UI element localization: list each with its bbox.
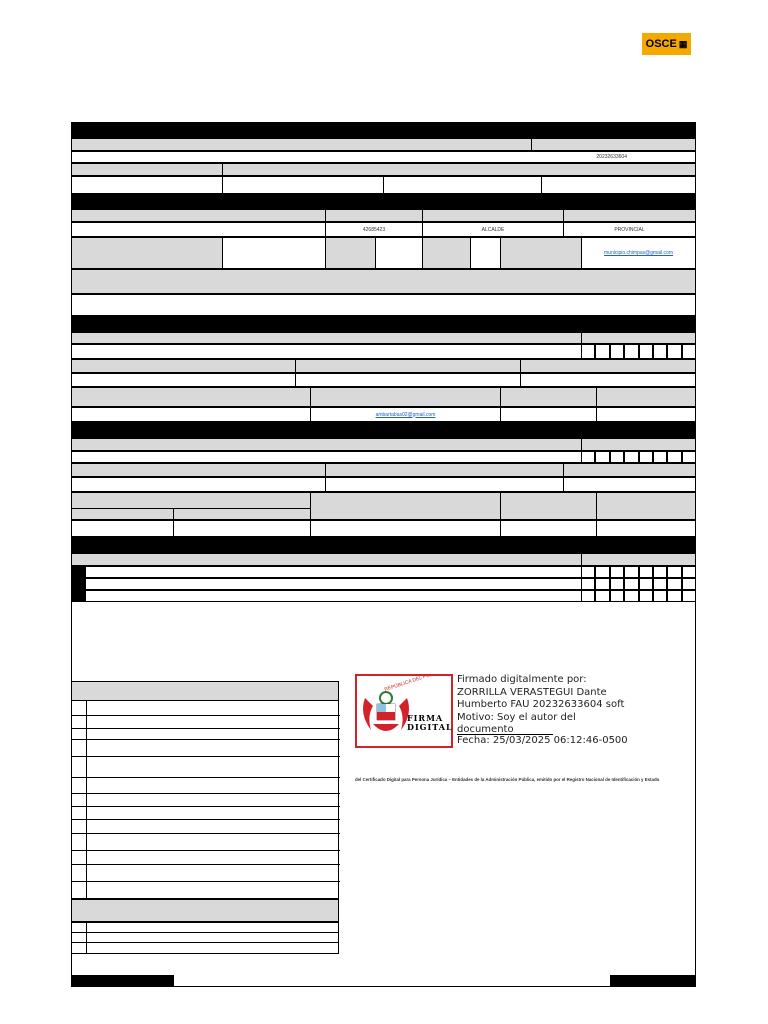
section-second-user-header bbox=[71, 422, 696, 438]
user-extra-cell-1 bbox=[500, 407, 597, 422]
checklist-header bbox=[71, 681, 339, 701]
rep-phone-label bbox=[71, 237, 223, 269]
signature-line-5: documento bbox=[457, 724, 553, 735]
rep-type-label bbox=[563, 209, 696, 222]
checklist-divider bbox=[86, 701, 87, 899]
checklist-row-line bbox=[72, 819, 340, 820]
footer-bar-left bbox=[71, 975, 174, 987]
rep-type-cell bbox=[563, 222, 696, 237]
digit-box bbox=[581, 451, 595, 463]
user-extra-label-1 bbox=[500, 387, 597, 407]
section-representative-header bbox=[71, 194, 696, 209]
digit-box bbox=[653, 578, 667, 590]
osce-logo-text: OSCE bbox=[645, 38, 677, 50]
checklist-row-line bbox=[72, 715, 340, 716]
rep-name-label bbox=[71, 209, 326, 222]
rep-dni-cell bbox=[325, 222, 423, 237]
checklist2-row-line bbox=[72, 942, 338, 943]
digit-box bbox=[595, 566, 609, 578]
digit-box bbox=[610, 566, 624, 578]
user2-email-label bbox=[310, 492, 501, 520]
digit-box bbox=[682, 344, 696, 359]
user-field-cell-1 bbox=[71, 373, 296, 387]
digit-box bbox=[682, 578, 696, 590]
user2-field-cell-3 bbox=[563, 477, 696, 492]
user-phone-label bbox=[71, 387, 311, 407]
checklist-row-line bbox=[72, 850, 340, 851]
signature-line-3: Humberto FAU 20232633604 soft bbox=[457, 699, 625, 710]
service-row-2 bbox=[85, 578, 582, 590]
user2-phone-sublabel-1 bbox=[71, 508, 174, 520]
rep-name-cell bbox=[71, 222, 326, 237]
service-boxes-1 bbox=[581, 566, 696, 578]
address-cell-2 bbox=[222, 176, 384, 194]
checklist-row-line bbox=[72, 881, 340, 882]
digit-box bbox=[581, 566, 595, 578]
checklist-row-line bbox=[72, 728, 340, 729]
address-cell-4 bbox=[541, 176, 696, 194]
digit-box bbox=[653, 590, 667, 602]
digit-box bbox=[653, 451, 667, 463]
rep-email-cell bbox=[581, 237, 696, 269]
digit-box bbox=[610, 590, 624, 602]
digit-box bbox=[595, 590, 609, 602]
footer-note: del Certificado Digital para Persona Jurídica – Entidades de la Administración Pública, emitido por el Registro Nacional de Identificación y Estado bbox=[355, 777, 660, 782]
user-dni-label bbox=[581, 332, 696, 344]
service-boxes-2 bbox=[581, 578, 696, 590]
checklist-body bbox=[71, 701, 339, 899]
rep-type-value: PROVINCIAL bbox=[614, 226, 645, 233]
address-cell-3 bbox=[383, 176, 542, 194]
digit-box bbox=[610, 451, 624, 463]
rep-dni-value: 42685423 bbox=[362, 226, 386, 233]
user-field-label-1 bbox=[71, 359, 296, 373]
ruc-value: 20232633604 bbox=[596, 154, 627, 160]
ruc-value-row bbox=[71, 151, 696, 163]
checklist-row-line bbox=[72, 756, 340, 757]
section-user-header bbox=[71, 316, 696, 332]
user2-dni-label bbox=[581, 438, 696, 451]
digit-box bbox=[667, 566, 681, 578]
rep-email-link[interactable]: municipio.chimpas@gmail.com bbox=[604, 250, 673, 256]
user-dni-boxes bbox=[581, 344, 696, 359]
user2-field-label-2 bbox=[325, 463, 564, 477]
digit-box bbox=[667, 590, 681, 602]
user2-extra-label-1 bbox=[500, 492, 597, 520]
rep-annex-label bbox=[325, 237, 376, 269]
section-services-header bbox=[71, 537, 696, 553]
checklist-row-line bbox=[72, 864, 340, 865]
digit-box bbox=[682, 590, 696, 602]
checklist2-divider bbox=[86, 923, 87, 953]
user2-phone-cell-1 bbox=[71, 520, 174, 537]
user2-field-label-3 bbox=[563, 463, 696, 477]
checklist-row-line bbox=[72, 833, 340, 834]
entity-name-label bbox=[71, 138, 532, 151]
signature-text-block bbox=[457, 674, 694, 750]
footer-bar-right bbox=[610, 975, 696, 987]
signature-line-6: Fecha: 25/03/2025 06:12:46-0500 bbox=[457, 735, 628, 746]
user-extra-cell-2 bbox=[596, 407, 696, 422]
digit-box bbox=[624, 566, 638, 578]
digit-box bbox=[639, 344, 653, 359]
user-phone-cell bbox=[71, 407, 311, 422]
rep-remarks-label bbox=[71, 269, 696, 294]
rep-mobile-label bbox=[422, 237, 471, 269]
digit-box bbox=[595, 451, 609, 463]
digit-box bbox=[595, 578, 609, 590]
user-field-cell-2 bbox=[295, 373, 521, 387]
user2-phone-label bbox=[71, 492, 311, 509]
user2-email-cell bbox=[310, 520, 501, 537]
osce-logo bbox=[642, 33, 691, 55]
digit-box bbox=[610, 578, 624, 590]
user2-name-label bbox=[71, 438, 582, 451]
rep-phone-cell bbox=[222, 237, 326, 269]
rep-dni-label bbox=[325, 209, 423, 222]
user2-extra-label-2 bbox=[596, 492, 696, 520]
user2-field-cell-1 bbox=[71, 477, 326, 492]
user-email-label bbox=[310, 387, 501, 407]
user2-field-label-1 bbox=[71, 463, 326, 477]
rep-mobile-cell bbox=[470, 237, 501, 269]
rep-email-label bbox=[500, 237, 582, 269]
address-label-left bbox=[71, 163, 223, 176]
service-row-3 bbox=[85, 590, 582, 602]
address-label-right bbox=[222, 163, 696, 176]
checklist-row-line bbox=[72, 793, 340, 794]
rep-position-label bbox=[422, 209, 564, 222]
digit-box bbox=[624, 451, 638, 463]
user2-dni-boxes bbox=[581, 451, 696, 463]
user-field-label-2 bbox=[295, 359, 521, 373]
digit-box bbox=[581, 578, 595, 590]
services-label bbox=[71, 553, 582, 566]
user-field-cell-3 bbox=[520, 373, 696, 387]
digit-box bbox=[610, 344, 624, 359]
user2-phone-sublabel-2 bbox=[173, 508, 311, 520]
checklist-row-line bbox=[72, 806, 340, 807]
signature-line-2: ZORRILLA VERASTEGUI Dante bbox=[457, 686, 607, 698]
digit-box bbox=[667, 451, 681, 463]
digit-box bbox=[624, 578, 638, 590]
user-extra-label-2 bbox=[596, 387, 696, 407]
rep-position-value: ALCALDE bbox=[481, 226, 505, 233]
signature-line-4: Motivo: Soy el autor del bbox=[457, 711, 576, 723]
rep-annex-cell bbox=[375, 237, 423, 269]
digit-box bbox=[639, 451, 653, 463]
checklist-row-line bbox=[72, 777, 340, 778]
services-side-marker bbox=[71, 566, 86, 602]
digit-box bbox=[653, 566, 667, 578]
digit-box bbox=[624, 590, 638, 602]
checklist2-header bbox=[71, 899, 339, 922]
digit-box bbox=[581, 344, 595, 359]
digit-box bbox=[624, 344, 638, 359]
user-field-label-3 bbox=[520, 359, 696, 373]
peru-coat-of-arms-icon bbox=[357, 676, 451, 746]
user2-extra-cell-2 bbox=[596, 520, 696, 537]
rep-remarks-cell bbox=[71, 294, 696, 316]
services-code-label bbox=[581, 553, 696, 566]
service-boxes-3 bbox=[581, 590, 696, 602]
section-entity-header bbox=[71, 122, 696, 138]
checklist-row-line bbox=[72, 739, 340, 740]
digit-box bbox=[595, 344, 609, 359]
rep-position-cell bbox=[422, 222, 564, 237]
digit-box bbox=[639, 578, 653, 590]
stamp-label: FIRMA DIGITAL bbox=[407, 713, 453, 732]
user2-extra-cell-1 bbox=[500, 520, 597, 537]
user-name-label bbox=[71, 332, 582, 344]
digit-box bbox=[682, 566, 696, 578]
address-cell-1 bbox=[71, 176, 223, 194]
osce-logo-icon: ▦ bbox=[678, 38, 688, 49]
user2-field-cell-2 bbox=[325, 477, 564, 492]
digit-box bbox=[667, 344, 681, 359]
checklist2-row-line bbox=[72, 932, 338, 933]
user2-name-cell bbox=[71, 451, 582, 463]
digit-box bbox=[667, 578, 681, 590]
user-email-cell bbox=[310, 407, 501, 422]
service-row-1 bbox=[85, 566, 582, 578]
digit-box bbox=[639, 566, 653, 578]
digit-box bbox=[639, 590, 653, 602]
checklist2-body bbox=[71, 922, 339, 954]
digit-box bbox=[682, 451, 696, 463]
ruc-label bbox=[531, 138, 696, 151]
digit-box bbox=[653, 344, 667, 359]
stamp-country-text: REPÚBLICA DEL PERÚ bbox=[383, 676, 438, 693]
user-email-link[interactable]: ambartabas02@gmail.com bbox=[375, 411, 436, 418]
signature-line-1: Firmado digitalmente por: bbox=[457, 674, 587, 685]
digit-box bbox=[581, 590, 595, 602]
user2-phone-cell-2 bbox=[173, 520, 311, 537]
digital-signature-stamp bbox=[355, 674, 453, 748]
user-name-cell bbox=[71, 344, 582, 359]
